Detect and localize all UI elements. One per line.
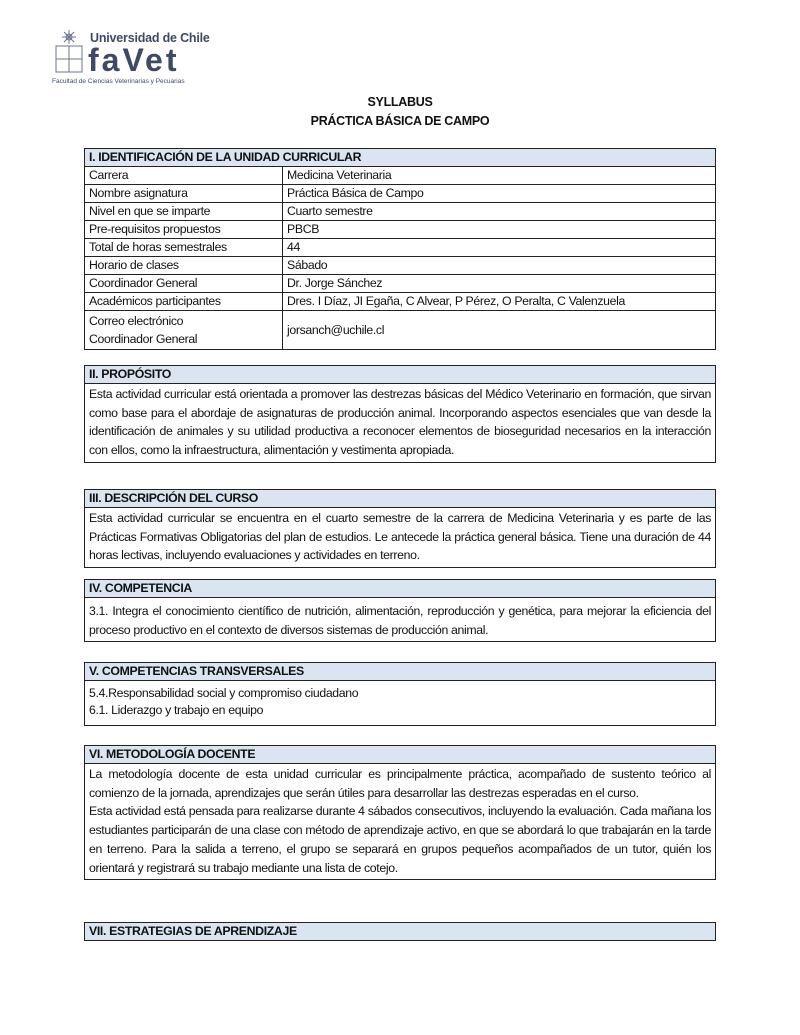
- row-value: 44: [283, 239, 716, 257]
- brand-name: faVet: [88, 42, 180, 78]
- row-label: Pre-requisitos propuestos: [85, 221, 283, 239]
- section-paragraph: La metodología docente de esta unidad curricular es principalmente práctica, acompañado de sustento teórico al comienzo de la jornada, aprendizajes que serán útiles para desarrollar las destrezas esperadas en el curso.: [89, 767, 711, 800]
- row-value: Práctica Básica de Campo: [283, 185, 716, 203]
- row-label: Nombre asignatura: [85, 185, 283, 203]
- row-value: Dres. I Díaz, JI Egaña, C Alvear, P Pérez, O Peralta, C Valenzuela: [283, 293, 716, 311]
- competency-item: 5.4.Responsabilidad social y compromiso ciudadano: [89, 686, 359, 700]
- section-text: Esta actividad curricular está orientada a promover las destrezas básicas del Médico Veterinario en formación, que sirvan como base para el abordaje de asignaturas de producción animal. Incorporando aspectos esenciales que van desde la identificación de animales y su utilidad productiva a reconocer elementos de bioseguridad necesarios en la interacción con ellos, como la infraestructura, alimentación y vestimenta apropiada.: [89, 387, 711, 458]
- section-competencia: [84, 579, 716, 642]
- table-row: [85, 275, 715, 293]
- doc-title: SYLLABUS: [367, 95, 433, 109]
- identification-table: [85, 167, 715, 349]
- section-heading: V. COMPETENCIAS TRANSVERSALES: [85, 663, 715, 681]
- table-row: [85, 185, 715, 203]
- section-proposito: [84, 365, 716, 463]
- row-value: jorsanch@uchile.cl: [283, 311, 716, 350]
- table-row: [85, 311, 715, 350]
- faculty-name: Facultad de Ciencias Veterinarias y Pecuarias: [52, 78, 185, 85]
- competency-item: 6.1. Liderazgo y trabajo en equipo: [89, 703, 264, 717]
- row-label: Carrera: [85, 167, 283, 185]
- section-estrategias: [84, 922, 716, 941]
- row-label: Coordinador General: [85, 275, 283, 293]
- row-value: Sábado: [283, 257, 716, 275]
- doc-subtitle: PRÁCTICA BÁSICA DE CAMPO: [310, 114, 490, 128]
- section-heading: VI. METODOLOGÍA DOCENTE: [85, 746, 715, 764]
- section-paragraph: Esta actividad está pensada para realizarse durante 4 sábados consecutivos, incluyendo la evaluación. Cada mañana los estudiantes participarán de una clase con método de aprendizaje activo, en que se abordará lo que trabajarán en la tarde en terreno. Para la salida a terreno, el grupo se separará en grupos pequeños acompañados de un tutor, quién los orientará y registrará su trabajo mediante una lista de cotejo.: [89, 804, 711, 875]
- section-text: 3.1. Integra el conocimiento científico de nutrición, alimentación, reproducción y genética, para mejorar la eficiencia del proceso productivo en el contexto de diversos sistemas de producción animal.: [89, 604, 711, 637]
- table-row: [85, 203, 715, 221]
- favet-logo: [52, 28, 212, 86]
- table-row: [85, 293, 715, 311]
- row-label-line: Correo electrónico: [89, 314, 184, 328]
- row-value: Medicina Veterinaria: [287, 168, 392, 182]
- row-label: Horario de clases: [85, 257, 283, 275]
- section-heading: IV. COMPETENCIA: [85, 580, 715, 598]
- university-name: Universidad de Chile: [90, 31, 210, 45]
- section-heading: I. IDENTIFICACIÓN DE LA UNIDAD CURRICULAR: [85, 149, 715, 167]
- row-label: [85, 311, 283, 350]
- row-label: Académicos participantes: [85, 293, 283, 311]
- row-value: Cuarto semestre: [283, 203, 716, 221]
- section-identificacion: [84, 148, 716, 350]
- row-value: Dr. Jorge Sánchez: [283, 275, 716, 293]
- row-value: PBCB: [283, 221, 716, 239]
- row-label-line: Coordinador General: [89, 332, 198, 346]
- table-row: [85, 167, 715, 185]
- row-label: Nivel en que se imparte: [85, 203, 283, 221]
- section-metodologia: [84, 745, 716, 880]
- university-crest-icon: [54, 30, 84, 74]
- table-row: [85, 257, 715, 275]
- section-text: Esta actividad curricular se encuentra en el cuarto semestre de la carrera de Medicina Veterinaria y es parte de las Prácticas Formativas Obligatorias del plan de estudios. Le antecede la práctica general básica. Tiene una duración de 44 horas lectivas, incluyendo evaluaciones y actividades en terreno.: [89, 511, 711, 563]
- table-row: [85, 221, 715, 239]
- table-row: [85, 239, 715, 257]
- section-heading: III. DESCRIPCIÓN DEL CURSO: [85, 490, 715, 508]
- section-transversales: [84, 662, 716, 726]
- row-label: Total de horas semestrales: [85, 239, 283, 257]
- section-heading: II. PROPÓSITO: [85, 366, 715, 384]
- section-heading: VII. ESTRATEGIAS DE APRENDIZAJE: [85, 923, 715, 940]
- section-descripcion: [84, 489, 716, 568]
